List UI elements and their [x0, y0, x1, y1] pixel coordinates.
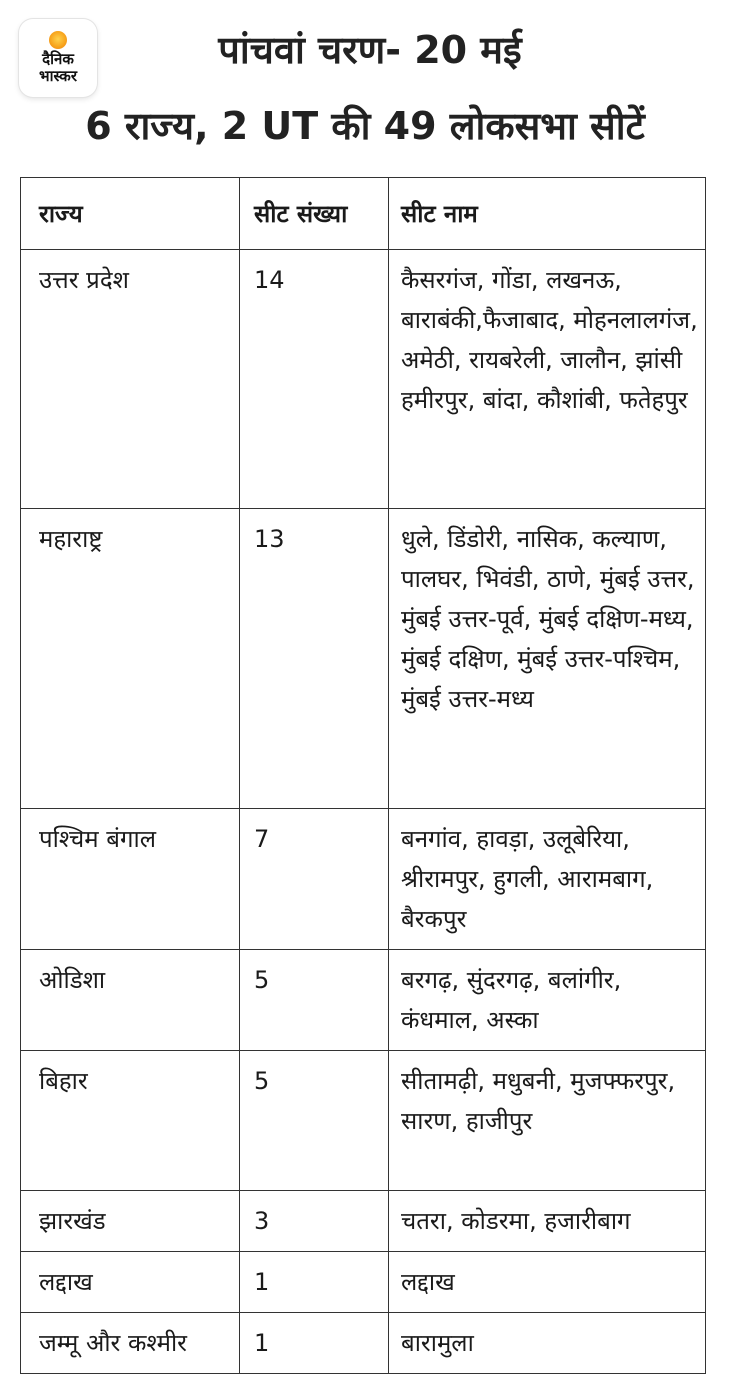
- count-cell: 1: [240, 1252, 389, 1313]
- seats-cell: बनगांव, हावड़ा, उलूबेरिया, श्रीरामपुर, हुगली, आरामबाग, बैरकपुर: [389, 809, 706, 950]
- count-cell: 13: [240, 509, 389, 809]
- table-row: [21, 1191, 706, 1252]
- table-row: [21, 509, 706, 809]
- table-header-row: [21, 178, 706, 250]
- table-row: [21, 1313, 706, 1374]
- seats-cell: चतरा, कोडरमा, हजारीबाग: [389, 1191, 706, 1252]
- logo-text-line1: दैनिक: [42, 50, 74, 68]
- seats-cell: बरगढ़, सुंदरगढ़, बलांगीर, कंधमाल, अस्का: [389, 950, 706, 1051]
- seats-cell: लद्दाख: [389, 1252, 706, 1313]
- table-row: [21, 809, 706, 950]
- table-row: [21, 250, 706, 509]
- count-cell: 7: [240, 809, 389, 950]
- seats-cell: कैसरगंज, गोंडा, लखनऊ, बाराबंकी,फैजाबाद, मोहनलालगंज, अमेठी, रायबरेली, जालौन, झांसी हमीरपुर, बांदा, कौशांबी, फतेहपुर: [389, 250, 706, 509]
- state-cell: झारखंड: [21, 1191, 240, 1252]
- state-cell: उत्तर प्रदेश: [21, 250, 240, 509]
- state-cell: ओडिशा: [21, 950, 240, 1051]
- state-cell: लद्दाख: [21, 1252, 240, 1313]
- count-cell: 3: [240, 1191, 389, 1252]
- state-cell: बिहार: [21, 1051, 240, 1191]
- page-subtitle: 6 राज्य, 2 UT की 49 लोकसभा सीटें: [85, 104, 645, 148]
- seats-cell: बारामुला: [389, 1313, 706, 1374]
- count-cell: 5: [240, 1051, 389, 1191]
- table-row: [21, 1051, 706, 1191]
- table-row: [21, 1252, 706, 1313]
- seats-table: [20, 177, 706, 1374]
- count-cell: 5: [240, 950, 389, 1051]
- count-cell: 14: [240, 250, 389, 509]
- state-cell: पश्चिम बंगाल: [21, 809, 240, 950]
- sun-icon: [49, 31, 67, 49]
- header-seat-count: सीट संख्या: [240, 178, 389, 250]
- count-cell: 1: [240, 1313, 389, 1374]
- table-row: [21, 950, 706, 1051]
- header-state: राज्य: [21, 178, 240, 250]
- state-cell: महाराष्ट्र: [21, 509, 240, 809]
- page-title: पांचवां चरण- 20 मई: [218, 28, 522, 72]
- seats-cell: सीतामढ़ी, मधुबनी, मुजफ्फरपुर, सारण, हाजीपुर: [389, 1051, 706, 1191]
- dainik-bhaskar-logo: [19, 19, 97, 97]
- header-seat-names: सीट नाम: [389, 178, 706, 250]
- seats-cell: धुले, डिंडोरी, नासिक, कल्याण, पालघर, भिवंडी, ठाणे, मुंबई उत्तर, मुंबई उत्तर-पूर्व, मुंबई दक्षिण-मध्य, मुंबई दक्षिण, मुंबई उत्तर-पश्चिम, मुंबई उत्तर-मध्य: [389, 509, 706, 809]
- state-cell: जम्मू और कश्मीर: [21, 1313, 240, 1374]
- logo-text-line2: भास्कर: [39, 67, 77, 85]
